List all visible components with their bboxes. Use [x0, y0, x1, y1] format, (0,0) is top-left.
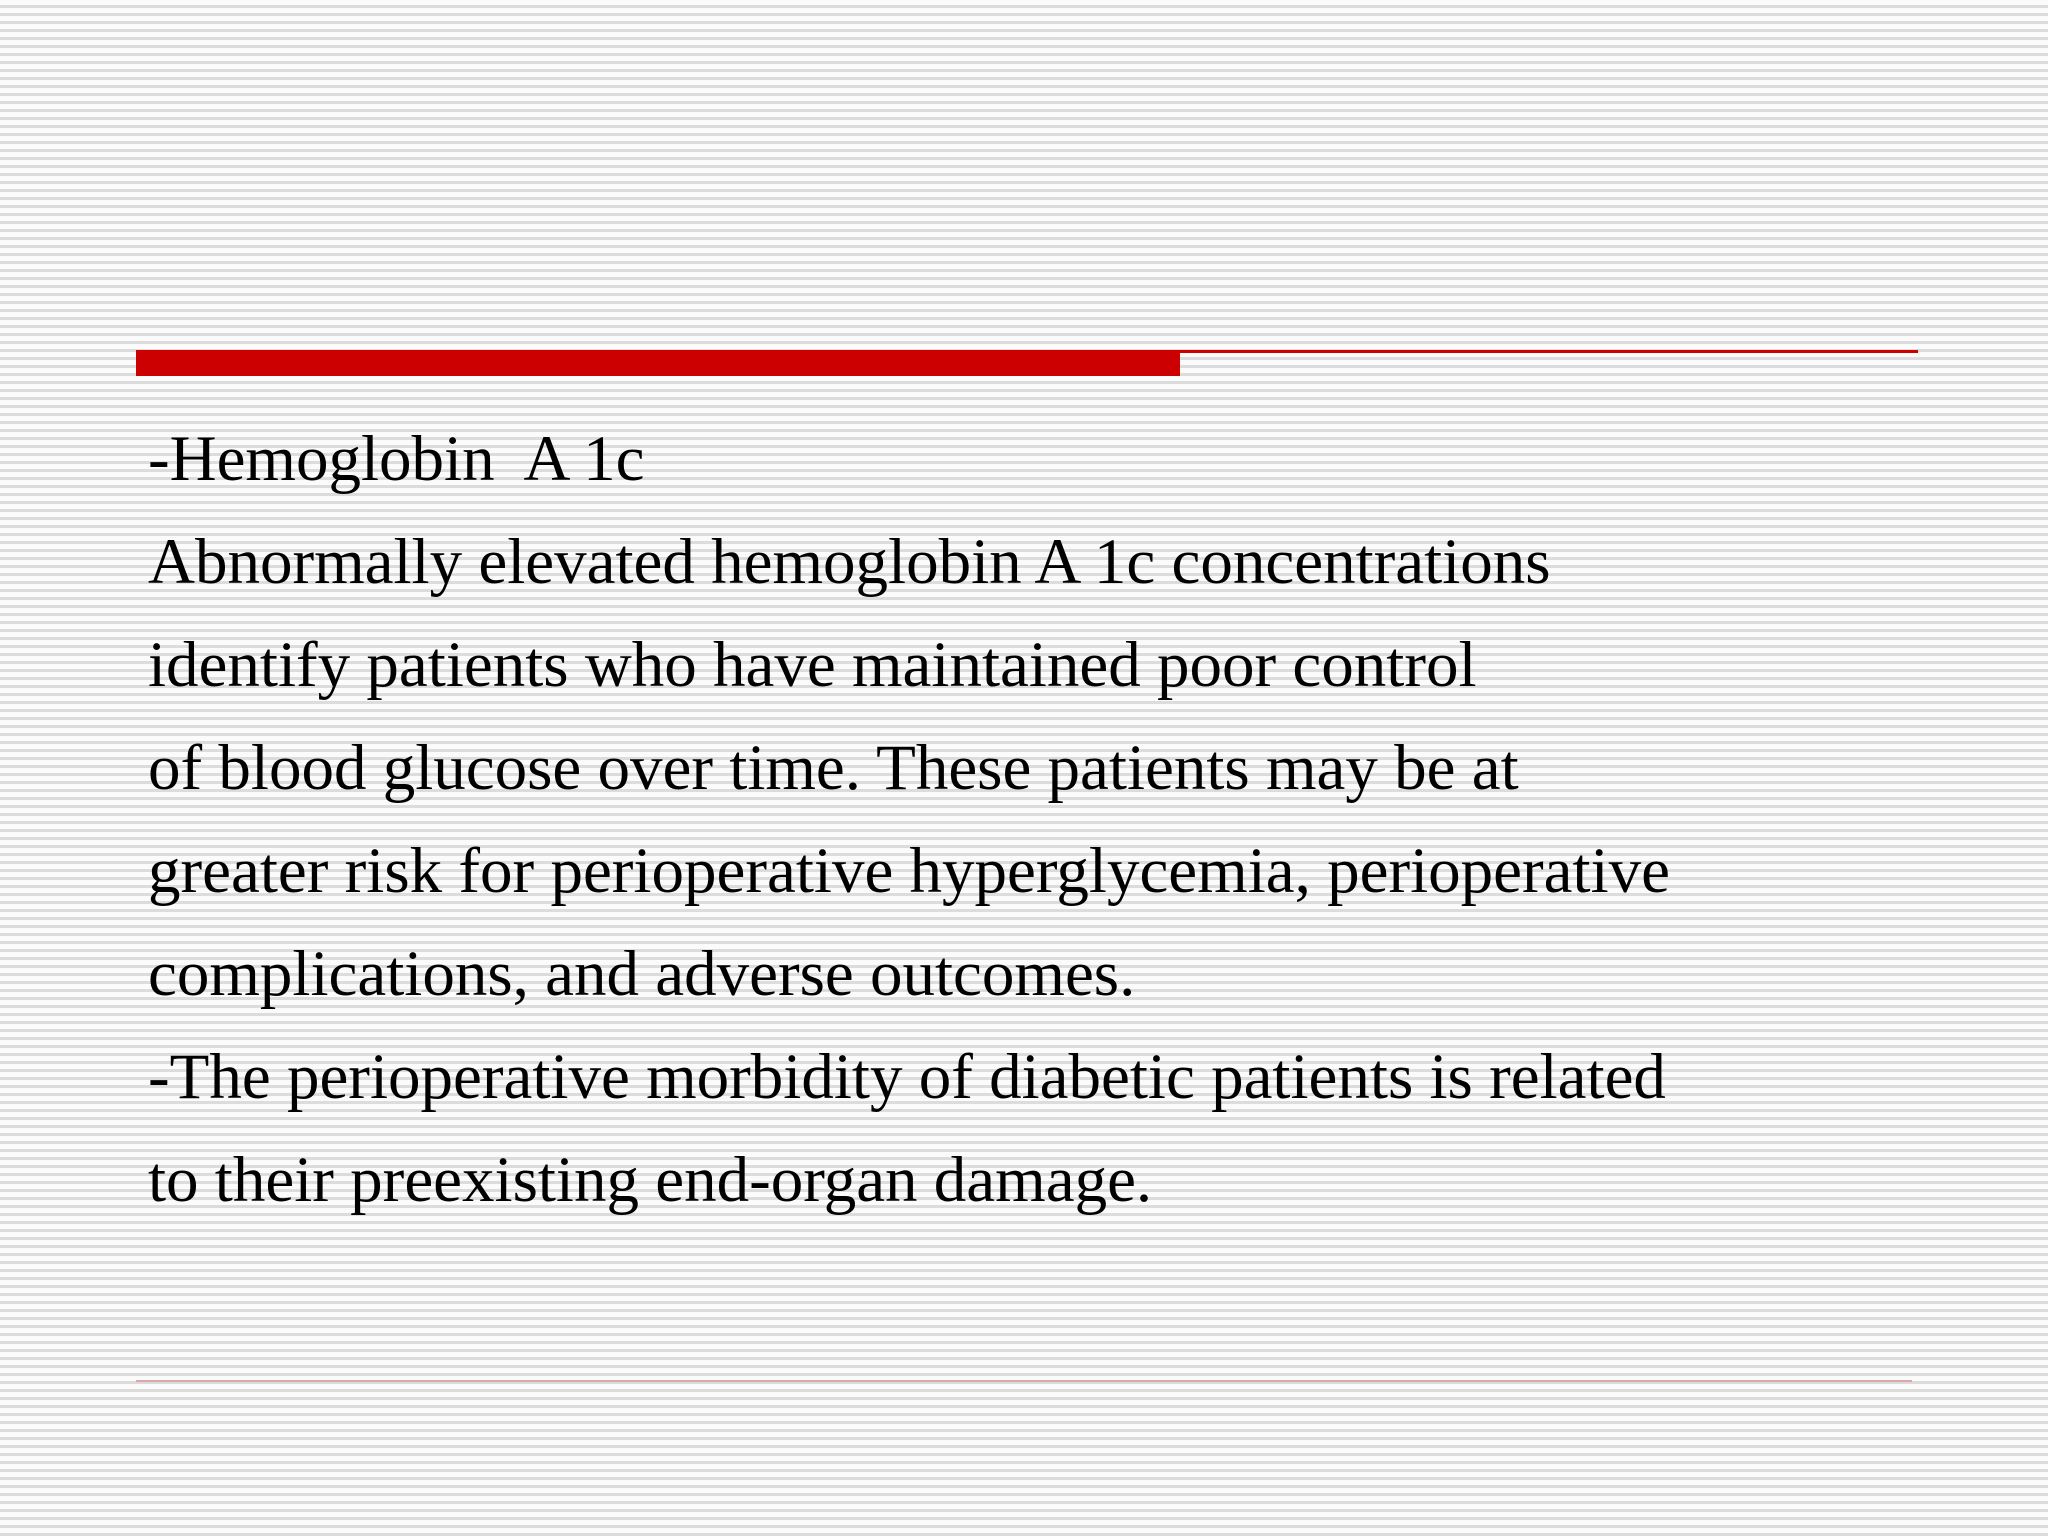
body-line: of blood glucose over time. These patients may be at [148, 732, 1519, 804]
slide-body-text [148, 408, 1948, 1232]
body-line-heading: -Hemoglobin A 1c [148, 423, 645, 495]
body-line: to their preexisting end-organ damage. [148, 1144, 1153, 1216]
footer-divider [136, 1380, 1912, 1382]
body-line: Abnormally elevated hemoglobin A 1c concentrations [148, 526, 1551, 598]
title-accent-line [1180, 350, 1918, 353]
body-line: identify patients who have maintained poor control [148, 629, 1477, 701]
body-line: complications, and adverse outcomes. [148, 938, 1136, 1010]
body-line: -The perioperative morbidity of diabetic patients is related [148, 1041, 1666, 1113]
title-accent-bar [136, 350, 1180, 376]
body-line: greater risk for perioperative hyperglycemia, perioperative [148, 835, 1670, 907]
